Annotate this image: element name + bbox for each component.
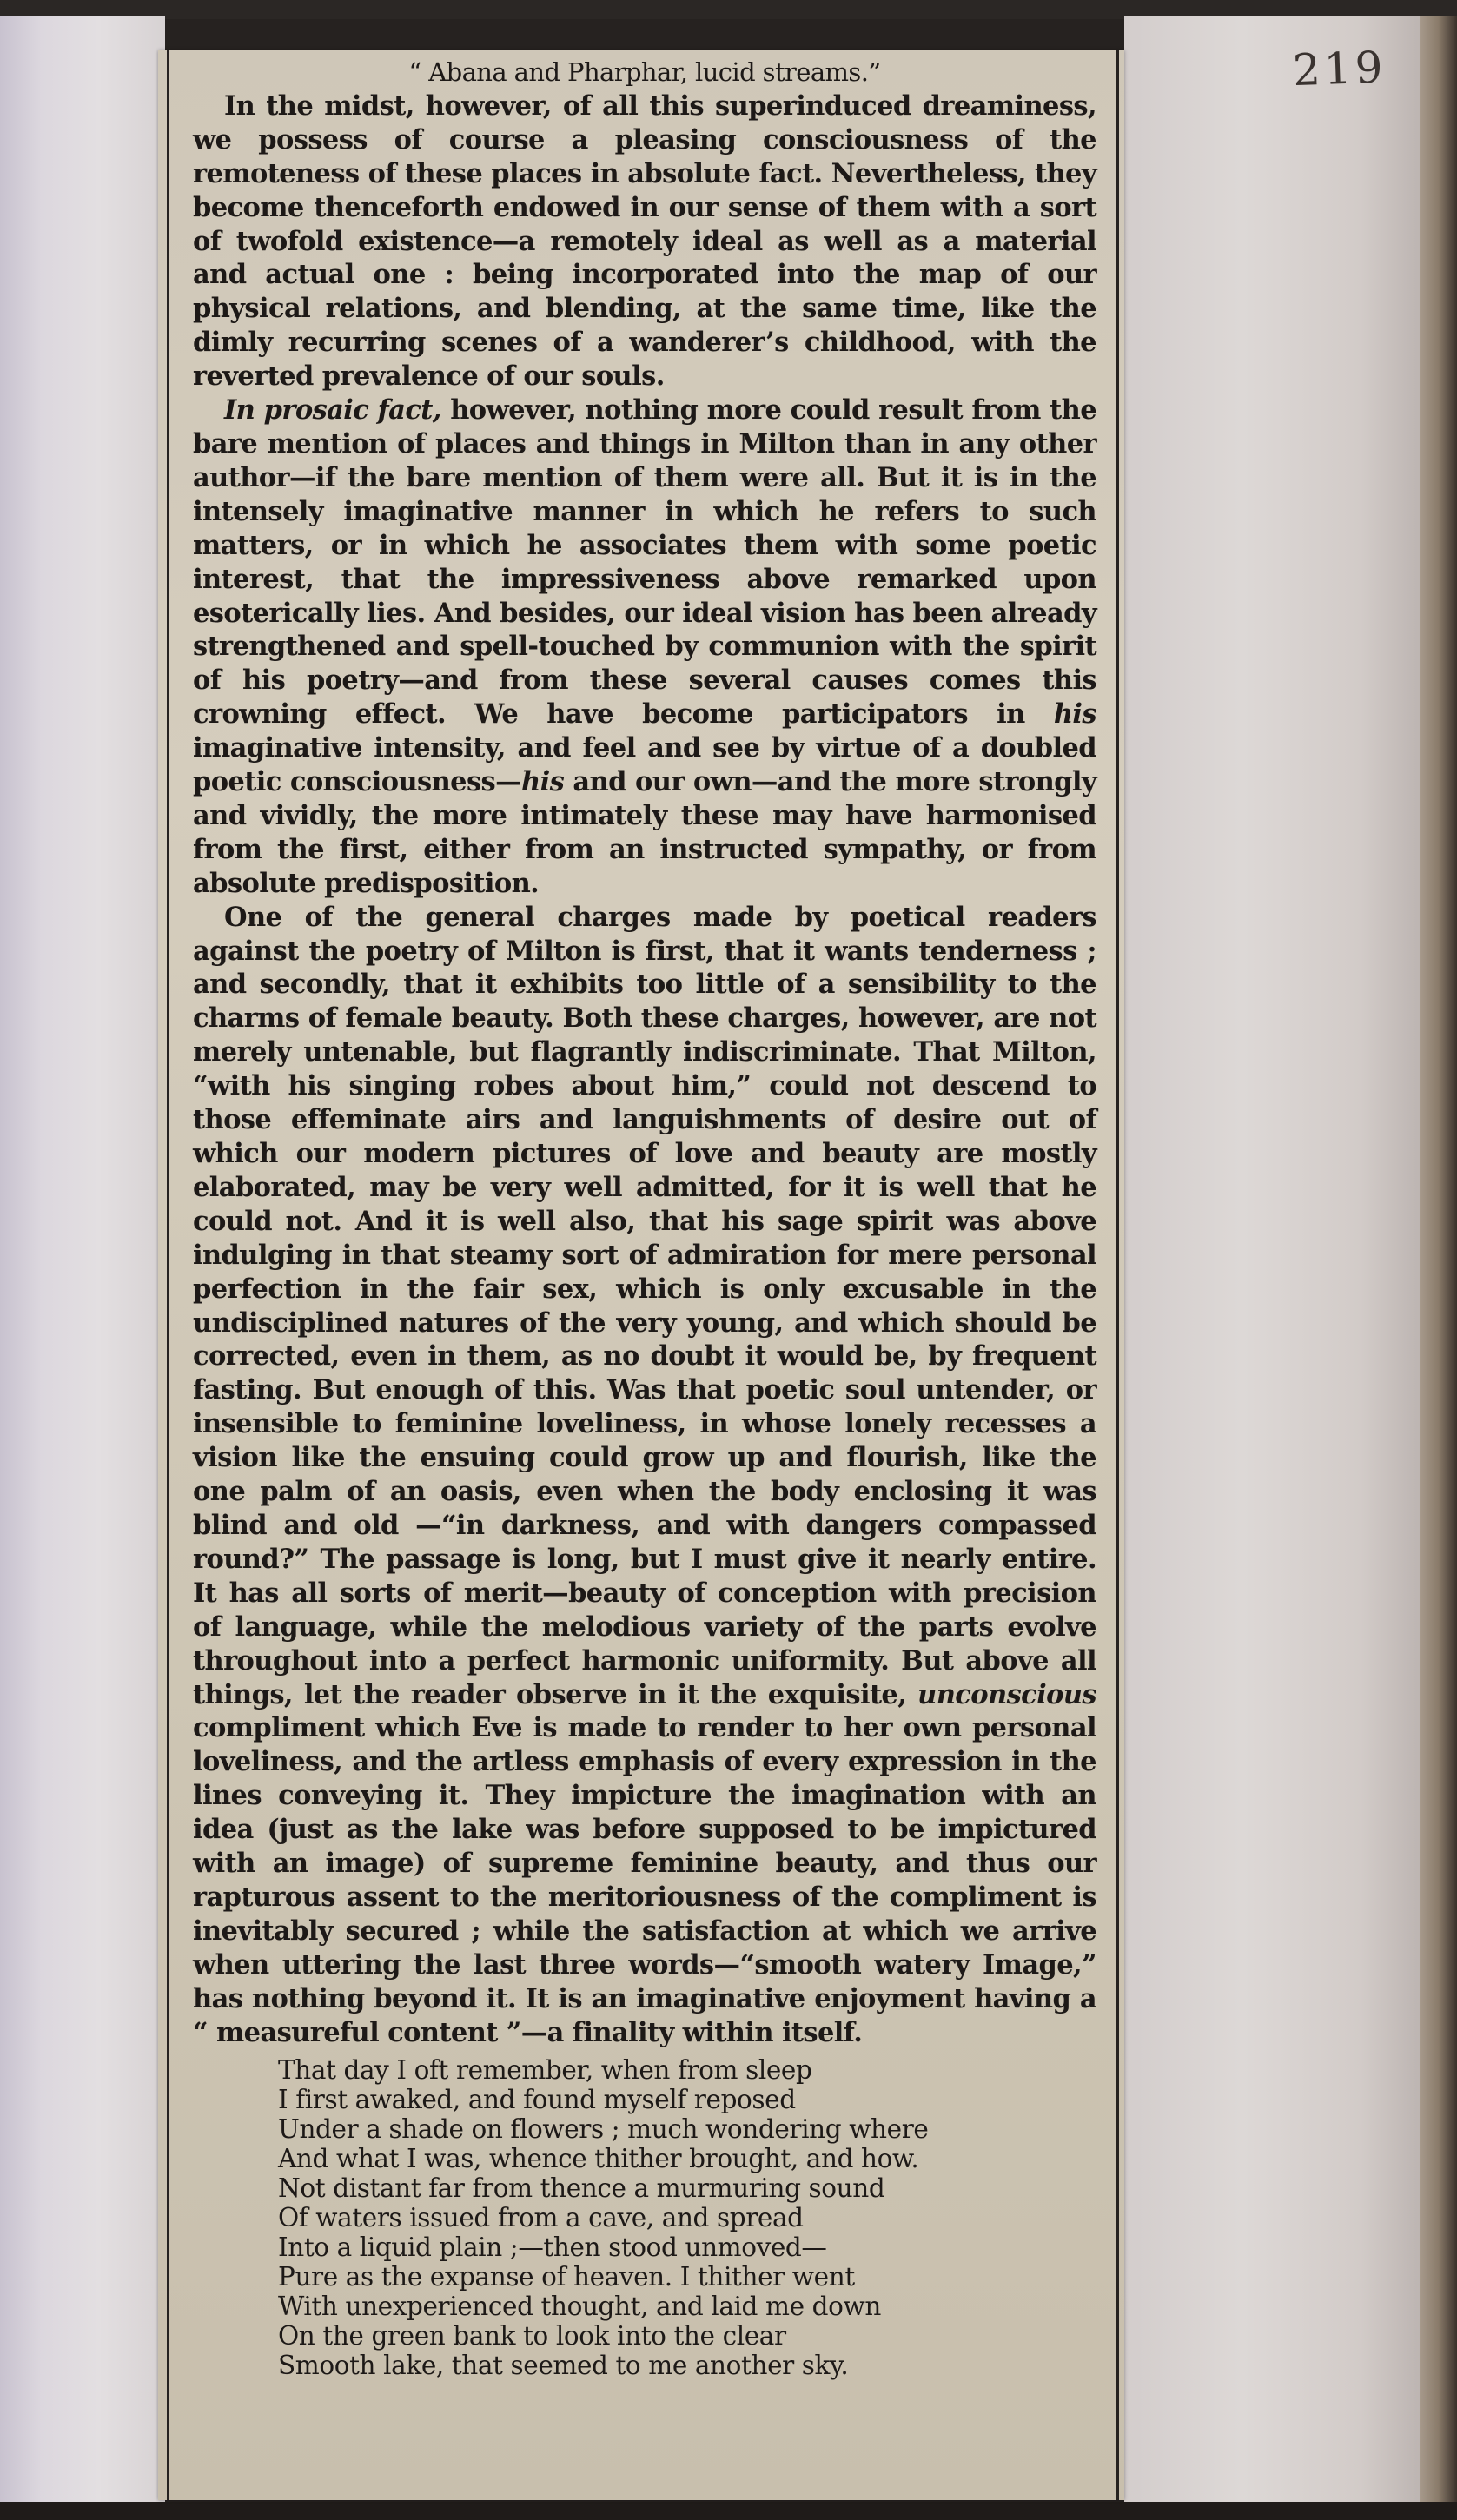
poem-line: With unexperienced thought, and laid me down	[278, 2291, 881, 2321]
left-page-margin	[0, 16, 165, 2502]
poem-excerpt	[278, 2056, 1096, 2380]
italic-text: his	[1053, 698, 1096, 731]
poem-line: Not distant far from thence a murmuring sound	[278, 2173, 885, 2204]
poem-line: Of waters issued from a cave, and spread	[278, 2203, 804, 2232]
paragraph-text: imaginative intensity, and feel and see by virtue of a doubled poetic consciousness—	[193, 732, 1096, 798]
article-body	[193, 89, 1096, 2050]
poem-line: Smooth lake, that seemed to me another sky.	[278, 2350, 849, 2380]
article-paragraph	[193, 901, 1096, 2050]
paragraph-text: and our own—and the more strongly and vividly, the more intimately these may have harmonised from the first, either from an instructed sympathy, or from absolute predisposition.	[193, 766, 1096, 899]
scan-bottom-edge	[0, 2502, 1457, 2520]
poem-line: On the green bank to look into the clear	[278, 2320, 786, 2351]
poem-line: That day I oft remember, when from sleep	[278, 2055, 812, 2086]
poem-line: And what I was, whence thither brought, and how.	[278, 2144, 919, 2174]
poem-line: Under a shade on flowers ; much wondering where	[278, 2114, 929, 2145]
book-page-edge	[1420, 16, 1457, 2502]
italic-text: In prosaic fact,	[224, 394, 441, 427]
italic-text: his	[521, 766, 565, 798]
poem-line: Into a liquid plain ;—then stood unmoved—	[278, 2232, 827, 2262]
paragraph-text: compliment which Eve is made to render to her own personal loveliness, and the artless emphasis of every expression in the lines conveying it. They impicture the imagination with an idea (just as the lake was before supposed to be impictured with an image) of supreme feminine beauty, and thus our rapturous assent to the meritoriousness of the compliment is inevitably secured ; while the satisfaction at which we arrive when uttering the last three words—“smooth watery Image,” has nothing beyond it. It is an imaginative enjoyment having a “ measureful content ”—a finality within itself.	[193, 1712, 1096, 2048]
paragraph-text: however, nothing more could result from the bare mention of places and things in Milton than in any other author—if the bare mention of them were all. But it is in the intensely imaginative manner in which he refers to such matters, or in which he associates them with some poetic interest, that the impressiveness above remarked upon esoterically lies. And besides, our ideal vision has been already strengthened and spell-touched by communion with the spirit of his poetry—and from these several causes comes this crowning effect. We have become participators in	[193, 394, 1096, 731]
paragraph-text: One of the general charges made by poetical readers against the poetry of Milton is first, that it wants tenderness ; and secondly, that it exhibits too little of a sensibility to the charms of female beauty. Both these charges, however, are not merely untenable, but flagrantly indiscriminate. That Milton, “with his singing robes about him,” could not descend to those effeminate airs and languishments of desire out of which our modern pictures of love and beauty are mostly elaborated, may be very well admitted, for it is well that he could not. And it is well also, that his sage spirit was above indulging in that steamy sort of admiration for mere personal perfection in the fair sex, which is only excusable in the undisciplined natures of the very young, and which should be corrected, even in them, as no doubt it would be, by frequent fasting. But enough of this. Was that poetic soul untender, or insensible to feminine loveliness, in whose lonely recesses a vision like the ensuing could grow up and flourish, like the one palm of an oasis, even when the body enclosing it was blind and old —“in darkness, and with dangers compassed round?” The passage is long, but I must give it nearly entire. It has all sorts of merit—beauty of conception with precision of language, while the melodious variety of the parts evolve throughout into a perfect harmonic uniformity. But above all things, let the reader observe in it the exquisite,	[193, 901, 1096, 1710]
clipping-text	[193, 56, 1096, 2380]
backing-page	[1124, 16, 1420, 2502]
poem-line: Pure as the expanse of heaven. I thither went	[278, 2261, 855, 2292]
paragraph-text: In the midst, however, of all this superinduced dreaminess, we possess of course a pleasing consciousness of the remoteness of these places in absolute fact. Nevertheless, they become thenceforth endowed in our sense of them with a sort of twofold existence—a remotely ideal as well as a material and actual one : being incorporated into the map of our physical relations, and blending, at the same time, like the dimly recurring scenes of a wanderer’s childhood, with the reverted prevalence of our souls.	[193, 89, 1096, 393]
italic-text: unconscious	[917, 1678, 1096, 1710]
page-number: 219	[1292, 42, 1387, 96]
headline-quote: “ Abana and Pharphar, lucid streams.”	[408, 57, 881, 87]
article-paragraph	[193, 89, 1096, 394]
poem-line: I first awaked, and found myself reposed	[278, 2085, 796, 2115]
article-paragraph	[193, 394, 1096, 901]
